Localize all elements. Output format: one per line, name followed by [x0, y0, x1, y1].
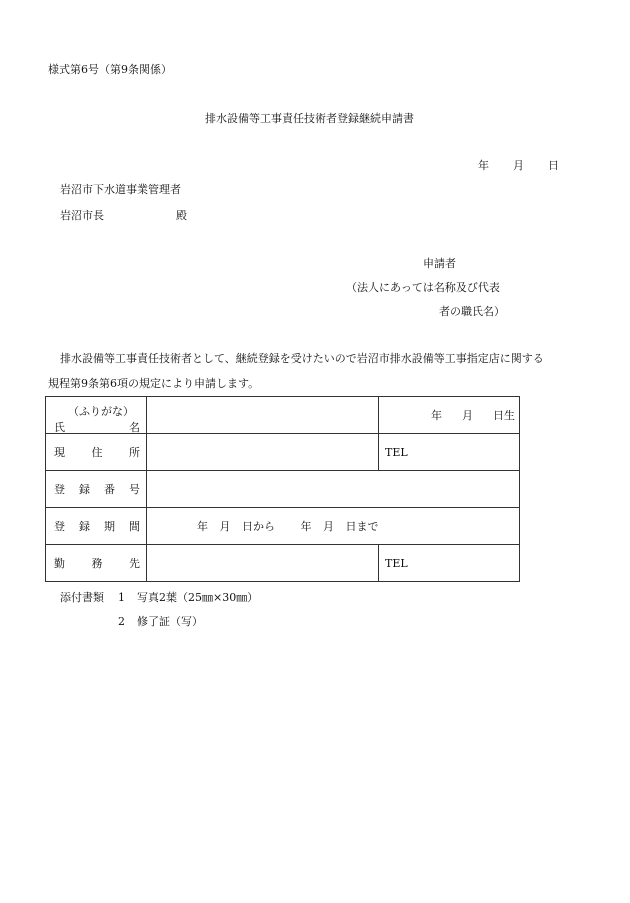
attachment-item-certificate: 修了証（写） — [137, 615, 203, 628]
reg-number-char: 番 — [104, 483, 115, 496]
name-label-cell — [46, 397, 147, 434]
date-month: 月 — [513, 159, 524, 172]
body-text-line1: 排水設備等工事責任技術者として、継続登録を受けたいので岩沼市排水設備等工事指定店に関する — [60, 352, 544, 365]
reg-period-char: 登 — [54, 520, 65, 533]
reg-number-label-cell — [46, 471, 147, 508]
applicant-note-line2: 者の職氏名） — [439, 305, 505, 318]
workplace-label-cell — [46, 545, 147, 582]
workplace-char: 勤 — [54, 557, 65, 570]
table-row-workplace — [46, 545, 520, 582]
table-row-name — [46, 397, 520, 434]
reg-period-char: 録 — [79, 520, 90, 533]
period-day-end: 日まで — [345, 520, 379, 533]
address-label-cell — [46, 434, 147, 471]
reg-number-char: 号 — [129, 483, 140, 496]
tel-label: TEL — [385, 556, 408, 570]
address-field[interactable] — [147, 434, 379, 471]
applicant-label: 申請者 — [423, 257, 456, 270]
attachment-item-photo: 写真2葉（25㎜×30㎜） — [137, 591, 259, 604]
body-text-line2: 規程第9条第6項の規定により申請します。 — [48, 377, 260, 390]
reg-period-field[interactable] — [147, 508, 520, 545]
recipient-line2: 岩沼市長 — [60, 209, 104, 222]
table-row-reg-period — [46, 508, 520, 545]
address-char: 現 — [54, 446, 65, 459]
form-number: 様式第6号（第9条関係） — [48, 63, 172, 76]
name-field[interactable] — [147, 397, 379, 434]
name-char: 名 — [129, 421, 140, 434]
recipient-honorific: 殿 — [176, 209, 187, 222]
period-day-start: 日から — [242, 520, 275, 533]
table-row-reg-number — [46, 471, 520, 508]
period-month-start: 月 — [219, 520, 231, 533]
furigana-label: （ふりがな） — [68, 405, 134, 418]
reg-period-char: 間 — [129, 520, 140, 533]
date-line — [478, 160, 559, 171]
period-year-end: 年 — [300, 520, 312, 533]
address-char: 所 — [129, 446, 140, 459]
address-tel-field[interactable] — [379, 434, 520, 471]
workplace-tel-field[interactable] — [379, 545, 520, 582]
table-row-address — [46, 434, 520, 471]
name-char: 氏 — [54, 421, 65, 434]
period-year-start: 年 — [197, 520, 208, 533]
recipient-line1: 岩沼市下水道事業管理者 — [60, 183, 181, 196]
birthdate-field[interactable] — [379, 397, 520, 434]
reg-number-field[interactable] — [147, 471, 520, 508]
workplace-char: 務 — [91, 557, 103, 570]
address-char: 住 — [91, 446, 103, 459]
attachment-number: 1 — [118, 591, 125, 604]
workplace-field[interactable] — [147, 545, 379, 582]
reg-number-char: 登 — [54, 483, 65, 496]
applicant-note-line1: （法人にあっては名称及び代表 — [346, 281, 500, 294]
attachments-label: 添付書類 — [60, 591, 104, 604]
tel-label: TEL — [385, 445, 408, 459]
birth-month: 月 — [462, 409, 473, 422]
application-table — [45, 396, 520, 582]
birth-year: 年 — [431, 409, 442, 422]
attachment-number: 2 — [118, 615, 125, 628]
date-day: 日 — [548, 159, 559, 172]
reg-period-label-cell — [46, 508, 147, 545]
reg-period-char: 期 — [104, 520, 115, 533]
period-month-end: 月 — [323, 520, 334, 533]
workplace-char: 先 — [129, 557, 140, 570]
date-year: 年 — [478, 159, 489, 172]
reg-number-char: 録 — [79, 483, 90, 496]
form-title: 排水設備等工事責任技術者登録継続申請書 — [205, 112, 414, 125]
birth-day: 日生 — [493, 409, 515, 422]
